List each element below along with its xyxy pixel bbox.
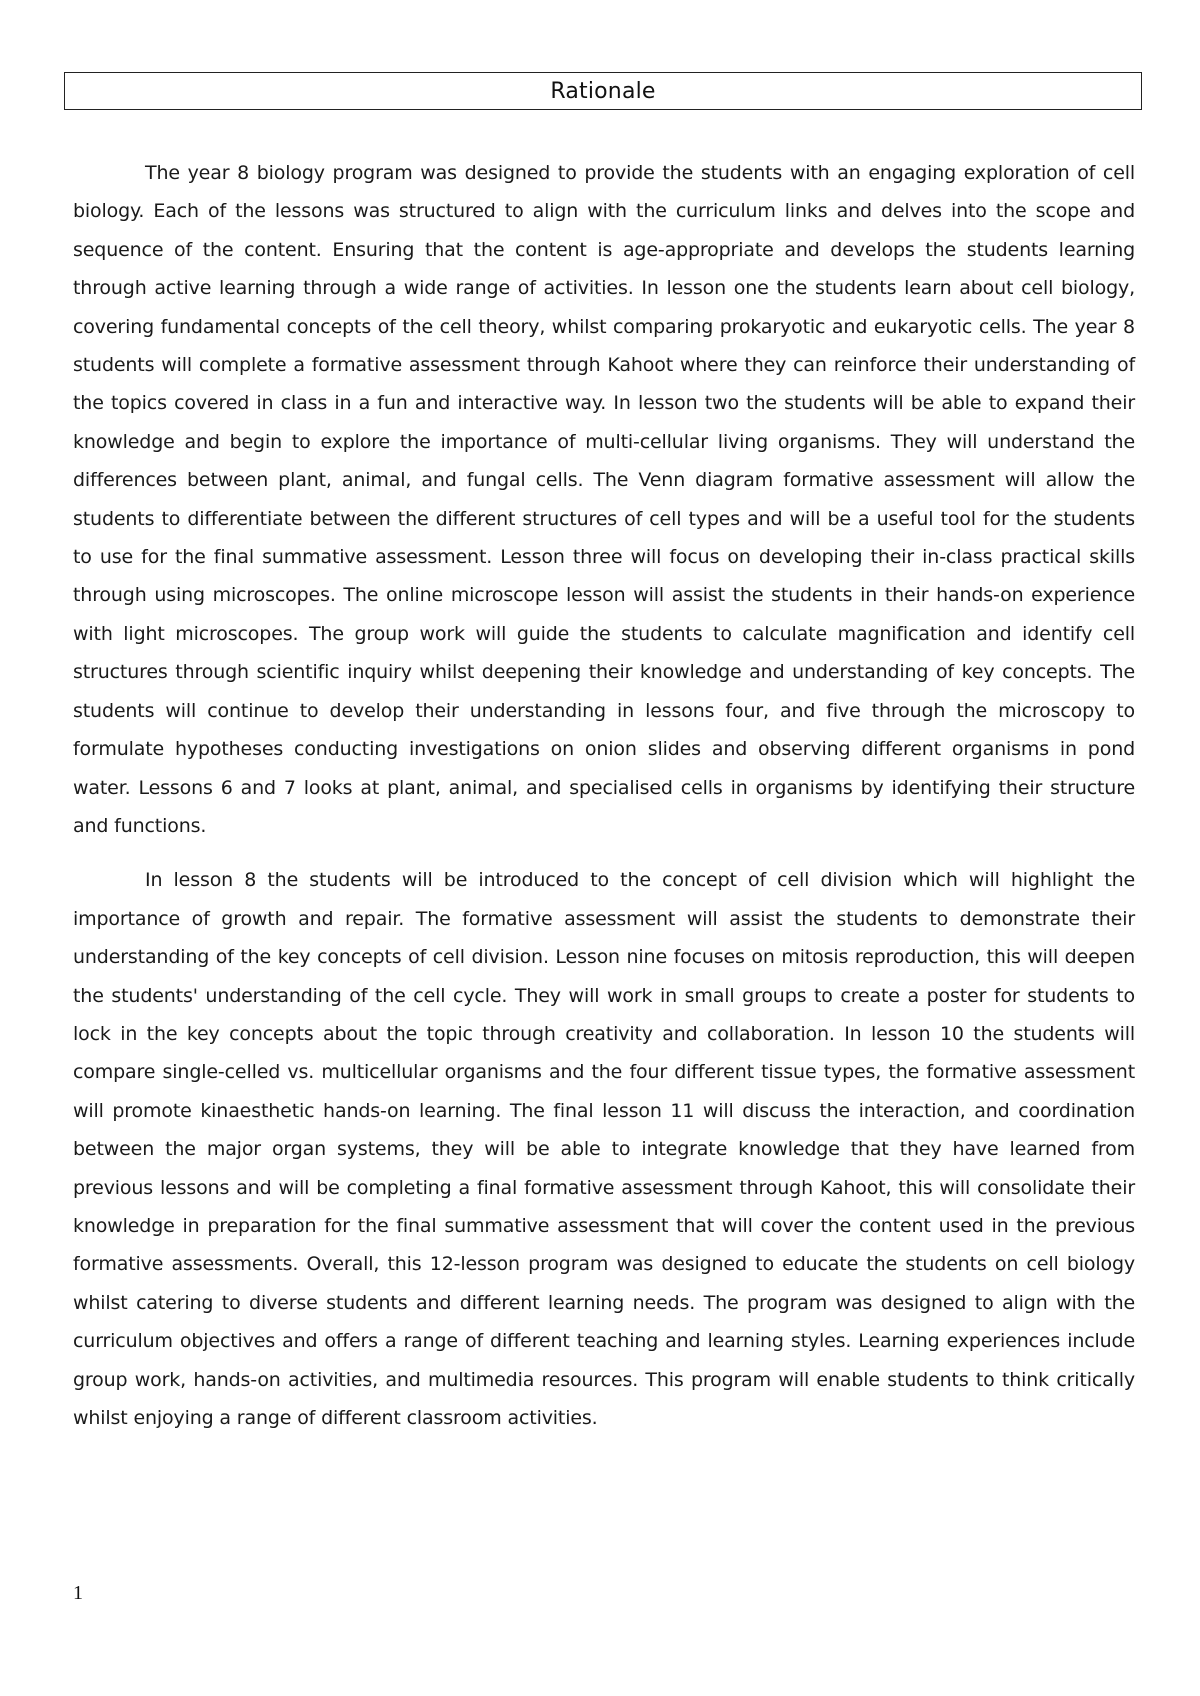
paragraph-2: In lesson 8 the students will be introduced to the concept of cell division which will highlight the importance of growth and repair. The formative assessment will assist the students to demonstrate their understanding of the key concepts of cell division. Lesson nine focuses on mitosis reproduction, this will deepen the students' understanding of the cell cycle. They will work in small groups to create a poster for students to lock in the key concepts about the topic through creativity and collaboration. In lesson 10 the students will compare single-celled vs. multicellular organisms and the four different tissue types, the formative assessment will promote kinaesthetic hands-on learning. The final lesson 11 will discuss the interaction, and coordination between the major organ systems, they will be able to integrate knowledge that they have learned from previous lessons and will be completing a final formative assessment through Kahoot, this will consolidate their knowledge in preparation for the final summative assessment that will cover the content used in the previous formative assessments. Overall, this 12-lesson program was designed to educate the students on cell biology whilst catering to diverse students and different learning needs. The program was designed to align with the curriculum objectives and offers a range of different teaching and learning styles. Learning experiences include group work, hands-on activities, and multimedia resources. This program will enable students to think critically whilst enjoying a range of different classroom activities. (73, 869, 1135, 1429)
body-text (73, 154, 1135, 1437)
page-number: 1 (73, 1582, 83, 1604)
title-box (64, 72, 1142, 110)
page-title: Rationale (550, 78, 656, 104)
paragraph-1: The year 8 biology program was designed to provide the students with an engaging exploration of cell biology. Each of the lessons was structured to align with the curriculum links and delves into the scope and sequence of the content. Ensuring that the content is age-appropriate and develops the students learning through active learning through a wide range of activities. In lesson one the students learn about cell biology, covering fundamental concepts of the cell theory, whilst comparing prokaryotic and eukaryotic cells. The year 8 students will complete a formative assessment through Kahoot where they can reinforce their understanding of the topics covered in class in a fun and interactive way. In lesson two the students will be able to expand their knowledge and begin to explore the importance of multi-cellular living organisms. They will understand the differences between plant, animal, and fungal cells. The Venn diagram formative assessment will allow the students to differentiate between the different structures of cell types and will be a useful tool for the students to use for the final summative assessment. Lesson three will focus on developing their in-class practical skills through using microscopes. The online microscope lesson will assist the students in their hands-on experience with light microscopes. The group work will guide the students to calculate magnification and identify cell structures through scientific inquiry whilst deepening their knowledge and understanding of key concepts. The students will continue to develop their understanding in lessons four, and five through the microscopy to formulate hypotheses conducting investigations on onion slides and observing different organisms in pond water. Lessons 6 and 7 looks at plant, animal, and specialised cells in organisms by identifying their structure and functions. (73, 162, 1135, 837)
